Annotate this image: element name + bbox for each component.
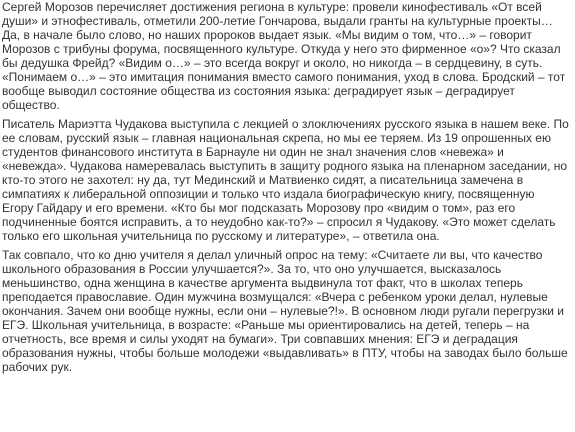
paragraph-chudakova-lecture: Писатель Мариэтта Чудакова выступила с лекцией о злоключениях русского языка в нашем веке. По ее словам, русский язык – главная национальная скрепа, но мы ее теряем. Из 19 опрошенных ею студентов финансового института в Барнауле ни один не знал значения слов «невежа» и «невежда». Чудакова намеревалась выступить в защиту родного языка на пленарном заседании, но кто-то этого не захотел: ну да, тут Мединский и Матвиенко сидят, а писательница замечена в симпатиях к либеральной оппозиции и только что издала биографическую книгу, посвященную Егору Гайдару и его времени. «Кто бы мог подсказать Морозову про «видим о том», раз его подчиненные боятся исправить, а то неудобно как-то?» – спросил я Чудакову. «Это может сделать только его школьная учительница по русскому и литературе», – ответила она. [2, 117, 569, 243]
paragraph-street-survey: Так совпало, что ко дню учителя я делал уличный опрос на тему: «Считаете ли вы, что качество школьного образования в России улучшается?». За то, что оно улучшается, высказалось меньшинство, одна женщина в качестве аргумента выдвинула тот факт, что в школах теперь преподается православие. Один мужчина возмущался: «Вчера с ребенком уроки делал, нулевые окончания. Зачем они вообще нужны, если они – нулевые?!». В основном люди ругали перегрузки и ЕГЭ. Школьная учительница, в возрасте: «Раньше мы ориентировались на детей, теперь – на отчетность, все время и силы уходят на бумаги». Три совпавших мнения: ЕГЭ и деградация образования нужны, чтобы больше молодежи «выдавливать» в ПТУ, чтобы на заводах было больше рабочих рук. [2, 248, 568, 374]
paragraph-culture-achievements: Сергей Морозов перечисляет достижения региона в культуре: провели кинофестиваль «От всей души» и этнофестиваль, отметили 200-летие Гончарова, выдали гранты на культурные проекты… Да, в начале было слово, но наших пророков выдает язык. «Мы видим о том, что…» – говорит Морозов с трибуны форума, посвященного культуре. Откуда у него это фирменное «о»? Что сказал бы дедушка Фрейд? «Видим о…» – это всегда вокруг и около, но никогда – в сердцевину, в суть. «Понимаем о…» – это имитация понимания вместо самого понимания, уход в слова. Бродский – тот вообще выводил состояние общества из состояния языка: деградирует язык – деградирует общество. [2, 0, 566, 112]
